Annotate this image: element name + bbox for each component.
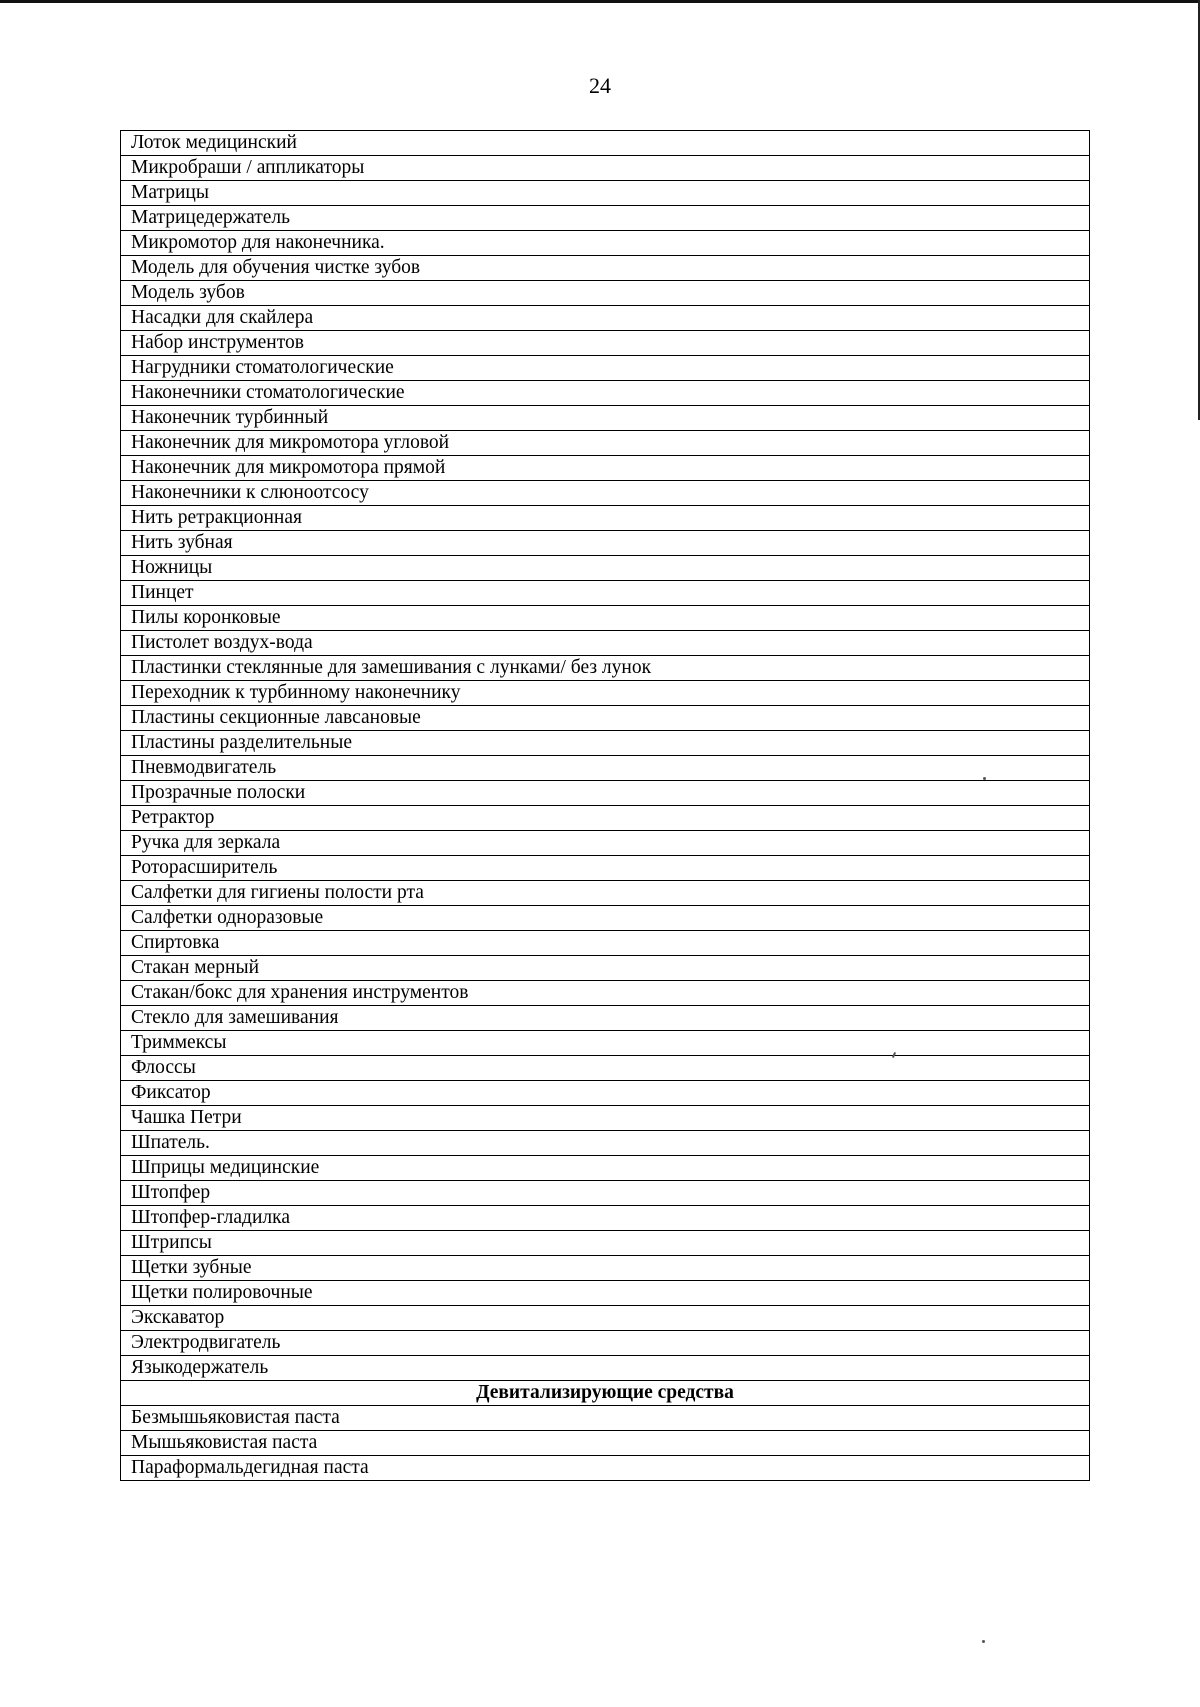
item-name-cell: Пинцет	[121, 581, 1090, 606]
item-name-cell: Лоток медицинский	[121, 131, 1090, 156]
table-row	[121, 1106, 1090, 1131]
table-row	[121, 381, 1090, 406]
item-name-cell: Шпатель.	[121, 1131, 1090, 1156]
item-name-cell: Салфетки для гигиены полости рта	[121, 881, 1090, 906]
table-row	[121, 1031, 1090, 1056]
table-row	[121, 256, 1090, 281]
table-row	[121, 906, 1090, 931]
table-row	[121, 931, 1090, 956]
item-name-cell: Пистолет воздух-вода	[121, 631, 1090, 656]
table-row	[121, 956, 1090, 981]
item-name-cell: Шприцы медицинские	[121, 1156, 1090, 1181]
item-name-cell: Щетки зубные	[121, 1256, 1090, 1281]
item-name-cell: Модель зубов	[121, 281, 1090, 306]
item-name-cell: Роторасширитель	[121, 856, 1090, 881]
table-row	[121, 431, 1090, 456]
equipment-table	[120, 130, 1090, 1481]
item-name-cell: Наконечник турбинный	[121, 406, 1090, 431]
table-row	[121, 231, 1090, 256]
item-name-cell: Штрипсы	[121, 1231, 1090, 1256]
item-name-cell: Языкодержатель	[121, 1356, 1090, 1381]
table-row	[121, 456, 1090, 481]
item-name-cell: Пластины секционные лавсановые	[121, 706, 1090, 731]
item-name-cell: Наконечники к слюноотсосу	[121, 481, 1090, 506]
table-row	[121, 306, 1090, 331]
item-name-cell: Триммексы	[121, 1031, 1090, 1056]
item-name-cell: Прозрачные полоски	[121, 781, 1090, 806]
table-row	[121, 1331, 1090, 1356]
table-row	[121, 1431, 1090, 1456]
table-row	[121, 631, 1090, 656]
table-row	[121, 281, 1090, 306]
item-name-cell: Стекло для замешивания	[121, 1006, 1090, 1031]
item-name-cell: Микробраши / аппликаторы	[121, 156, 1090, 181]
item-name-cell: Наконечник для микромотора угловой	[121, 431, 1090, 456]
item-name-cell: Электродвигатель	[121, 1331, 1090, 1356]
top-border-line	[0, 0, 1200, 3]
table-row	[121, 1131, 1090, 1156]
table-row	[121, 481, 1090, 506]
item-name-cell: Ручка для зеркала	[121, 831, 1090, 856]
table-row	[121, 131, 1090, 156]
table-row	[121, 1081, 1090, 1106]
table-row	[121, 531, 1090, 556]
table-row	[121, 856, 1090, 881]
item-name-cell: Стакан мерный	[121, 956, 1090, 981]
item-name-cell: Нагрудники стоматологические	[121, 356, 1090, 381]
table-row	[121, 1281, 1090, 1306]
table-row	[121, 556, 1090, 581]
table-row	[121, 706, 1090, 731]
table-row	[121, 1356, 1090, 1381]
table-row	[121, 156, 1090, 181]
item-name-cell: Пневмодвигатель	[121, 756, 1090, 781]
section-heading-row	[121, 1381, 1090, 1406]
table-row	[121, 781, 1090, 806]
table-row	[121, 806, 1090, 831]
table-row	[121, 656, 1090, 681]
item-name-cell: Безмышьяковистая паста	[121, 1406, 1090, 1431]
item-name-cell: Матрицы	[121, 181, 1090, 206]
item-name-cell: Салфетки одноразовые	[121, 906, 1090, 931]
item-name-cell: Параформальдегидная паста	[121, 1456, 1090, 1481]
table-row	[121, 581, 1090, 606]
table-row	[121, 356, 1090, 381]
item-name-cell: Спиртовка	[121, 931, 1090, 956]
item-name-cell: Нить зубная	[121, 531, 1090, 556]
item-name-cell: Экскаватор	[121, 1306, 1090, 1331]
item-name-cell: Мышьяковистая паста	[121, 1431, 1090, 1456]
item-name-cell: Флоссы	[121, 1056, 1090, 1081]
item-name-cell: Ножницы	[121, 556, 1090, 581]
item-name-cell: Насадки для скайлера	[121, 306, 1090, 331]
item-name-cell: Стакан/бокс для хранения инструментов	[121, 981, 1090, 1006]
table-row	[121, 1056, 1090, 1081]
item-name-cell: Набор инструментов	[121, 331, 1090, 356]
equipment-table-body	[121, 131, 1090, 1481]
item-name-cell: Фиксатор	[121, 1081, 1090, 1106]
table-row	[121, 331, 1090, 356]
table-row	[121, 506, 1090, 531]
item-name-cell: Микромотор для наконечника.	[121, 231, 1090, 256]
item-name-cell: Пластины разделительные	[121, 731, 1090, 756]
item-name-cell: Ретрактор	[121, 806, 1090, 831]
item-name-cell: Модель для обучения чистке зубов	[121, 256, 1090, 281]
item-name-cell: Матрицедержатель	[121, 206, 1090, 231]
item-name-cell: Штопфер-гладилка	[121, 1206, 1090, 1231]
table-row	[121, 881, 1090, 906]
table-row	[121, 1306, 1090, 1331]
item-name-cell: Пластинки стеклянные для замешивания с лунками/ без лунок	[121, 656, 1090, 681]
scan-speck	[982, 1640, 985, 1643]
item-name-cell: Наконечник для микромотора прямой	[121, 456, 1090, 481]
item-name-cell: Пилы коронковые	[121, 606, 1090, 631]
table-row	[121, 831, 1090, 856]
table-row	[121, 1006, 1090, 1031]
table-row	[121, 206, 1090, 231]
table-row	[121, 1256, 1090, 1281]
table-row	[121, 1406, 1090, 1431]
table-row	[121, 1456, 1090, 1481]
table-row	[121, 181, 1090, 206]
item-name-cell: Чашка Петри	[121, 1106, 1090, 1131]
table-row	[121, 1156, 1090, 1181]
table-row	[121, 756, 1090, 781]
table-row	[121, 406, 1090, 431]
table-row	[121, 731, 1090, 756]
table-row	[121, 1206, 1090, 1231]
table-row	[121, 981, 1090, 1006]
scan-speck	[983, 777, 986, 780]
page-number: 24	[589, 73, 611, 98]
table-row	[121, 681, 1090, 706]
table-row	[121, 606, 1090, 631]
item-name-cell: Штопфер	[121, 1181, 1090, 1206]
item-name-cell: Переходник к турбинному наконечнику	[121, 681, 1090, 706]
item-name-cell: Нить ретракционная	[121, 506, 1090, 531]
table-row	[121, 1231, 1090, 1256]
item-name-cell: Щетки полировочные	[121, 1281, 1090, 1306]
section-heading: Девитализирующие средства	[121, 1381, 1090, 1406]
table-row	[121, 1181, 1090, 1206]
item-name-cell: Наконечники стоматологические	[121, 381, 1090, 406]
